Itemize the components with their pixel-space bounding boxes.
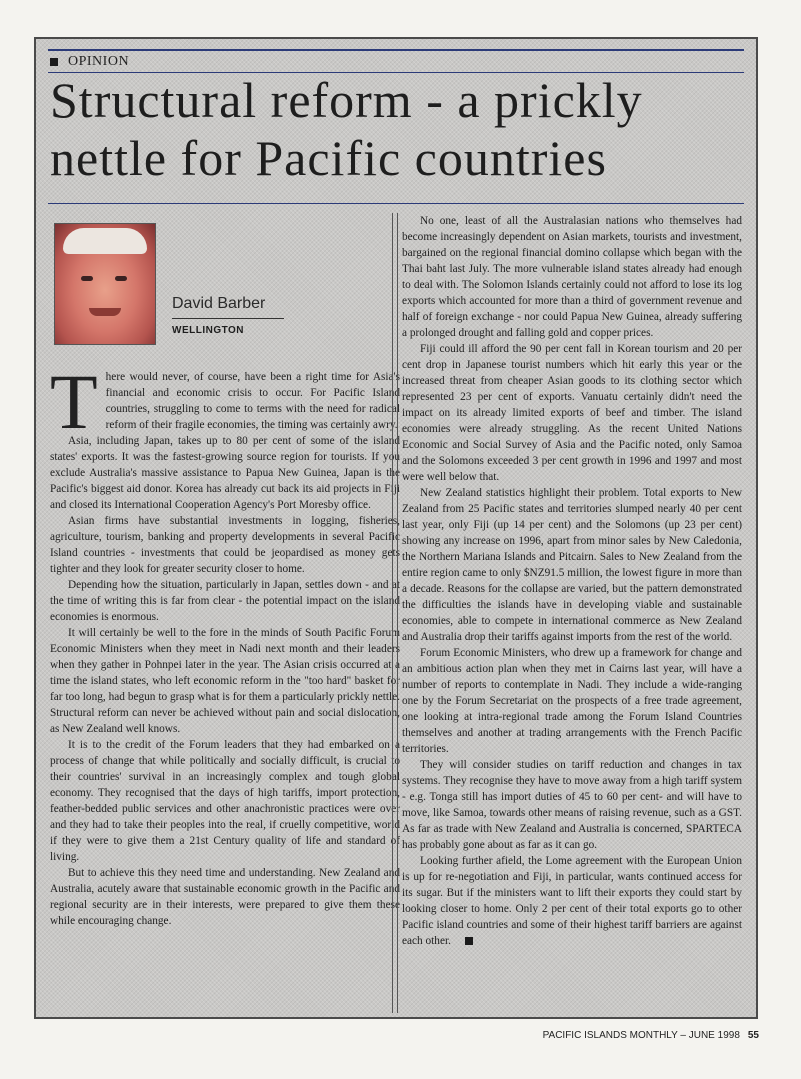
author-rule (172, 318, 284, 319)
paragraph: Asia, including Japan, takes up to 80 per cent of some of the island states' exports. It was the fastest-growing source region for tourists. If you exclude Australia's massive assistance to Papua New Guinea, Japan is the Pacific's biggest aid donor. Korea has already cut back its aid projects in Fiji and closed its International Cooperation Agency's Port Moresby office. (50, 435, 400, 511)
paragraph: Fiji could ill afford the 90 per cent fall in Korean tourism and 20 per cent drop in Japanese tourist numbers which hit early this year or the increased threat from cheaper Asian goods to its clothing sector which represented 23 per cent of exports. Vanuatu certainly didn't need the impact on its already limited exports of beef and timber. The island economies were already struggling. As the recent United Nations Economic and Social Survey of Asia and the Pacific noted, only Samoa and the Solomons exceeded 3 per cent growth in 1996 and 1997 and most were well below that. (402, 343, 742, 483)
paragraph: Looking further afield, the Lome agreement with the European Union is up for re-negotiation and Fiji, in particular, wants continued access for its sugar. But if the ministers want to lift their exports they could start by looking closer to home. Only 2 per cent of their total exports go to other Pacific island countries and some of their highest tariff barriers are against each other. (402, 855, 742, 947)
end-square-icon (465, 937, 473, 945)
paragraph: No one, least of all the Australasian nations who themselves had become increasingly dependent on Asian markets, tourists and investment, bargained on the regional financial domino collapse which began with the Thai baht last July. The more vulnerable island states already had enough to deal with. The Solomon Islands certainly could not afford to lose its log exports which accounted for more than a third of government revenue and half of foreign exchange - nor could Papua New Guinea, already suffering a prolonged drought and falling gold and copper prices. (402, 215, 742, 339)
column-divider (392, 213, 398, 1013)
top-rule (48, 49, 744, 51)
paragraph: New Zealand statistics highlight their problem. Total exports to New Zealand from 25 Pacific states and territories slumped nearly 40 per cent last year, only Fiji (up 14 per cent) and the Solomons (up 23 per cent) showing any increase on 1996, apart from minor sales by New Caledonia, the Northern Mariana Islands and Pitcairn. Sales to New Zealand from the entire region came to only $NZ91.5 million, the lowest figure in more than a decade. Reasons for the collapse are varied, but the pattern demonstrated the difficulties the islands have in developing viable and sustainable economies, able to compete in international commerce as New Zealand and Australia drop their tariffs against imports from the rest of the world. (402, 487, 742, 643)
paragraph: Forum Economic Ministers, who drew up a framework for change and an ambitious action plan when they met in Cairns last year, will have a number of reports to contemplate in Nadi. They include a wide-ranging one by the Forum Secretariat on the prospects of a free trade agreement, one looking at intra-regional trade among the Forum Island Countries themselves and another at trading arrangements with the French Pacific territories. (402, 647, 742, 755)
paragraph: Asian firms have substantial investments in logging, fisheries, agriculture, tourism, banking and property developments in several Pacific Island countries - investments that could be jeopardised as money gets tighter and they look for greater security closer to home. (50, 515, 400, 575)
headline: Structural reform - a prickly nettle for Pacific countries (50, 72, 643, 186)
paragraph: Depending how the situation, particularly in Japan, settles down - and at the time of writing this is far from clear - the potential impact on the island economies is enormous. (50, 579, 400, 623)
article-column-left (50, 358, 400, 929)
paragraph: They will consider studies on tariff reduction and changes in tax systems. They recognise they have to move away from a high tariff system - e.g. Tonga still has import duties of 45 to 60 per cent- and will have to move, like Samoa, towards other means of raising revenue, such as a GST. As far as trade with New Zealand and Australia is concerned, SPARTECA has probably gone about as far as it can go. (402, 759, 742, 851)
section-label-text: OPINION (68, 54, 130, 69)
dropcap: T (50, 358, 98, 445)
section-square-icon (50, 58, 58, 66)
page-footer (0, 1030, 759, 1041)
article-column-right (402, 213, 742, 949)
author-photo (54, 223, 156, 345)
author-name: David Barber (172, 295, 266, 312)
page-number: 55 (747, 1030, 759, 1041)
paragraph: It is to the credit of the Forum leaders that they had embarked on a process of change that while politically and socially difficult, is crucial to their countries' survival in an increasingly complex and tough global economy. They recognised that the days of high tariffs, import protection, feather-bedded public services and other anachronistic practices were over and they had to take their peoples into the real, if cruelly competitive, world if they were to give them a 21st Century quality of life and standard of living. (50, 739, 400, 863)
author-location: WELLINGTON (172, 325, 245, 336)
section-label (50, 54, 129, 70)
paragraph: But to achieve this they need time and understanding. New Zealand and Australia, acutely aware that sustainable economic growth in the Pacific and regional security are in their interests, were prepared to give them these while encouraging change. (50, 867, 400, 927)
headline-rule (48, 203, 744, 204)
article-frame (34, 37, 758, 1019)
paragraph: It will certainly be well to the fore in the minds of South Pacific Forum Economic Ministers when they meet in Nadi next month and their leaders when they gather in Pohnpei later in the year. The Asian crisis occurred at a time the island states, who left economic reform in the "too hard" basket for far too long, had begun to grasp what is for them a particularly prickly nettle. Structural reform can never be achieved without pain and social dislocation, as New Zealand well knows. (50, 627, 400, 735)
publication-name: PACIFIC ISLANDS MONTHLY – JUNE 1998 (542, 1030, 740, 1041)
paragraph: There would never, of course, have been a right time for Asia's financial and economic crisis to occur. For Pacific Island countries, struggling to come to terms with the need for radical reform of their fragile economies, the timing was certainly awry. (50, 358, 400, 445)
